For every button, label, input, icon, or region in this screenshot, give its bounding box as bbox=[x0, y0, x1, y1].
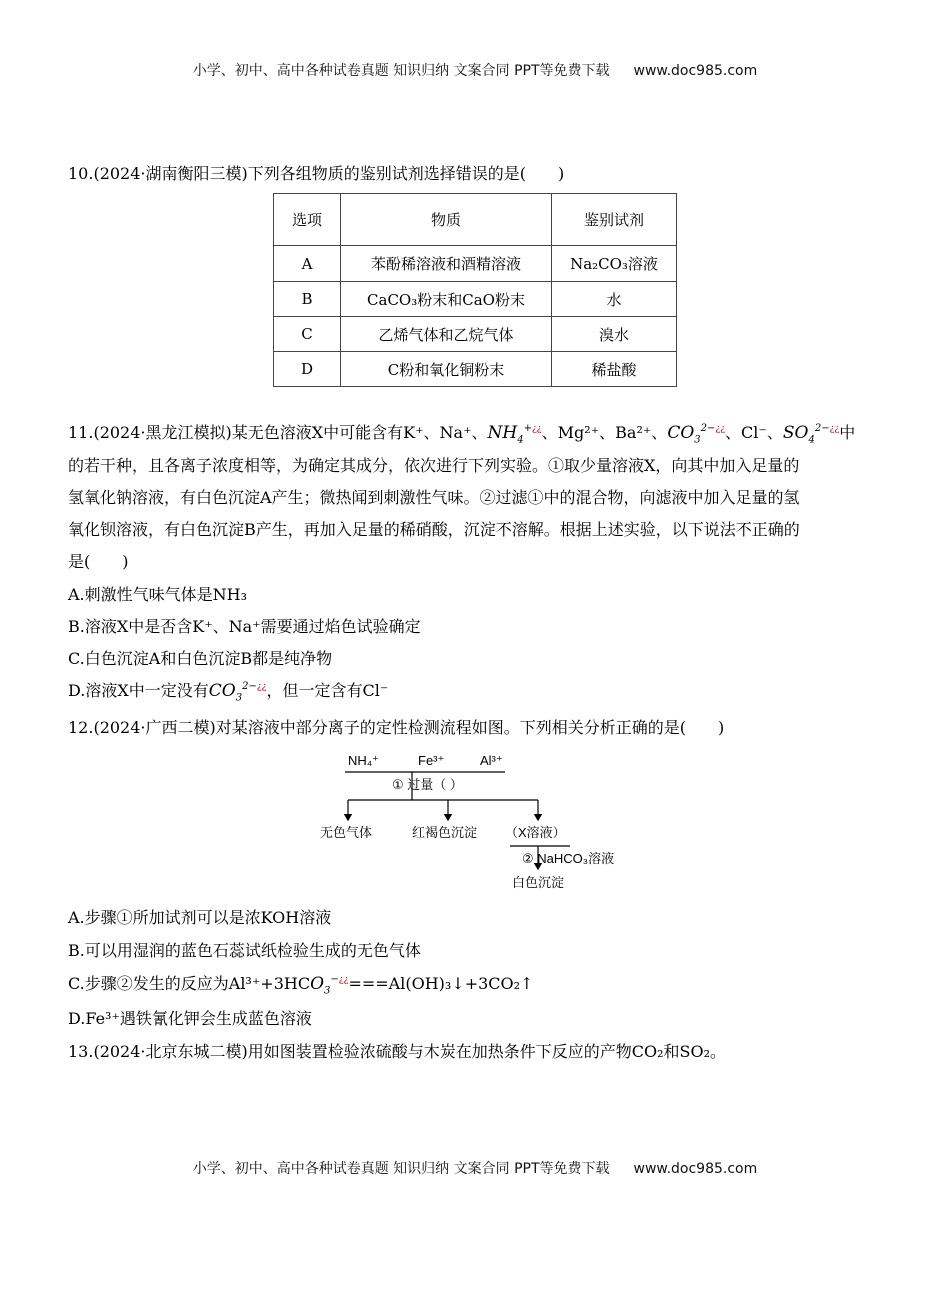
table-header: 选项 bbox=[274, 194, 341, 246]
flow-out-x-solution: （X溶液） bbox=[505, 825, 566, 840]
table-cell: 水 bbox=[552, 282, 677, 317]
footer-text: 小学、初中、高中各种试卷真题 知识归纳 文案合同 PPT等免费下载 bbox=[192, 1161, 610, 1177]
q11-option-d: D.溶液X中一定没有$CO_3^{2-¿¿}$，但一定含有Cl⁻ bbox=[68, 681, 389, 704]
q13-stem: 13.(2024·北京东城二模)用如图装置检验浓硫酸与木炭在加热条件下反应的产物CO₂和SO₂。 bbox=[68, 1042, 727, 1061]
table-cell: A bbox=[274, 246, 341, 282]
ion-hco3: $O_3^{-¿¿}$ bbox=[310, 974, 349, 997]
q12-option-c: C.步骤②发生的反应为$Al^{3+}+3HCO_3^{-¿¿}===Al(OH)_3↓+3CO_2↑$ bbox=[68, 974, 534, 997]
q11-line1: 11.(2024·黑龙江模拟)某无色溶液X中可能含有K⁺、Na⁺、$NH_4^{+¿¿}$、Mg²⁺、Ba²⁺、$CO_3^{2-¿¿}$、Cl⁻、$SO_4^{2-¿¿}$中 bbox=[68, 423, 856, 446]
table-header: 物质 bbox=[341, 194, 552, 246]
q11-option-a: A.刺激性气味气体是NH₃ bbox=[68, 585, 248, 604]
q12-option-a: A.步骤①所加试剂可以是浓KOH溶液 bbox=[68, 908, 332, 927]
table-cell: 溴水 bbox=[552, 317, 677, 352]
flow-ion-fe: Fe³⁺ bbox=[418, 753, 445, 768]
table-row bbox=[274, 352, 677, 387]
table-cell: CaCO₃粉末和CaO粉末 bbox=[341, 282, 552, 317]
q11-mg-ba: Mg²⁺、Ba²⁺、 bbox=[557, 423, 668, 442]
table-row bbox=[274, 246, 677, 282]
q11-option-c: C.白色沉淀A和白色沉淀B都是纯净物 bbox=[68, 649, 333, 668]
table-cell: C粉和氧化铜粉末 bbox=[341, 352, 552, 387]
q11-line3: 氢氧化钠溶液，有白色沉淀A产生；微热闻到刺激性气味。②过滤①中的混合物，向滤液中加入足量的氢 bbox=[68, 488, 800, 507]
header-text: 小学、初中、高中各种试卷真题 知识归纳 文案合同 PPT等免费下载 bbox=[192, 63, 610, 79]
flow-out-precipitate: 红褐色沉淀 bbox=[412, 825, 478, 840]
q11-line4: 氧化钡溶液，有白色沉淀B产生，再加入足量的稀硝酸，沉淀不溶解。根据上述实验，以下说法不正确的 bbox=[68, 520, 800, 539]
flow-step2: ② NaHCO₃溶液 bbox=[522, 851, 615, 866]
table-header: 鉴别试剂 bbox=[552, 194, 677, 246]
flow-ion-nh4: NH₄⁺ bbox=[348, 753, 379, 768]
header-url[interactable]: www.doc985.com bbox=[633, 63, 758, 79]
table-cell: 稀盐酸 bbox=[552, 352, 677, 387]
footer-url[interactable]: www.doc985.com bbox=[633, 1161, 758, 1177]
flow-ion-al: Al³⁺ bbox=[480, 753, 503, 768]
table-cell: Na₂CO₃溶液 bbox=[552, 246, 677, 282]
table-cell: C bbox=[274, 317, 341, 352]
page-footer bbox=[0, 1158, 950, 1178]
q10-table bbox=[273, 193, 677, 387]
q11-line2: 的若干种，且各离子浓度相等，为确定其成分，依次进行下列实验。①取少量溶液X，向其中加入足量的 bbox=[68, 456, 800, 475]
q12-stem: 12.(2024·广西二模)对某溶液中部分离子的定性检测流程如图。下列相关分析正确的是( ) bbox=[68, 718, 725, 737]
page-header bbox=[0, 60, 950, 80]
table-row bbox=[274, 317, 677, 352]
q11-option-b: B.溶液X中是否含K⁺、Na⁺需要通过焰色试验确定 bbox=[68, 617, 421, 636]
flow-step1: ① 过量（ ） bbox=[392, 777, 463, 792]
flow-out-gas: 无色气体 bbox=[320, 825, 373, 840]
q12-option-b: B.可以用湿润的蓝色石蕊试纸检验生成的无色气体 bbox=[68, 941, 421, 960]
ion-co3: $CO_3^{2-¿¿}$ bbox=[667, 423, 726, 446]
q11-lead: 11.(2024·黑龙江模拟)某无色溶液X中可能含有K⁺、Na⁺、 bbox=[68, 423, 488, 442]
table-row bbox=[274, 282, 677, 317]
q11-line5: 是( ) bbox=[68, 552, 129, 571]
flow-out-white-precipitate: 白色沉淀 bbox=[512, 875, 565, 890]
ion-so4: $SO_4^{2-¿¿}$ bbox=[782, 423, 840, 446]
q10-stem: 10.(2024·湖南衡阳三模)下列各组物质的鉴别试剂选择错误的是( ) bbox=[68, 164, 565, 183]
ion-nh4: $NH_4^{+¿¿}$ bbox=[487, 423, 542, 446]
q12-option-d: D.Fe³⁺遇铁氰化钾会生成蓝色溶液 bbox=[68, 1009, 312, 1028]
table-cell: 苯酚稀溶液和酒精溶液 bbox=[341, 246, 552, 282]
table-cell: B bbox=[274, 282, 341, 317]
q12-flowchart bbox=[300, 745, 660, 900]
table-cell: D bbox=[274, 352, 341, 387]
table-cell: 乙烯气体和乙烷气体 bbox=[341, 317, 552, 352]
ion-co3: $CO_3^{2-¿¿}$ bbox=[208, 681, 267, 704]
